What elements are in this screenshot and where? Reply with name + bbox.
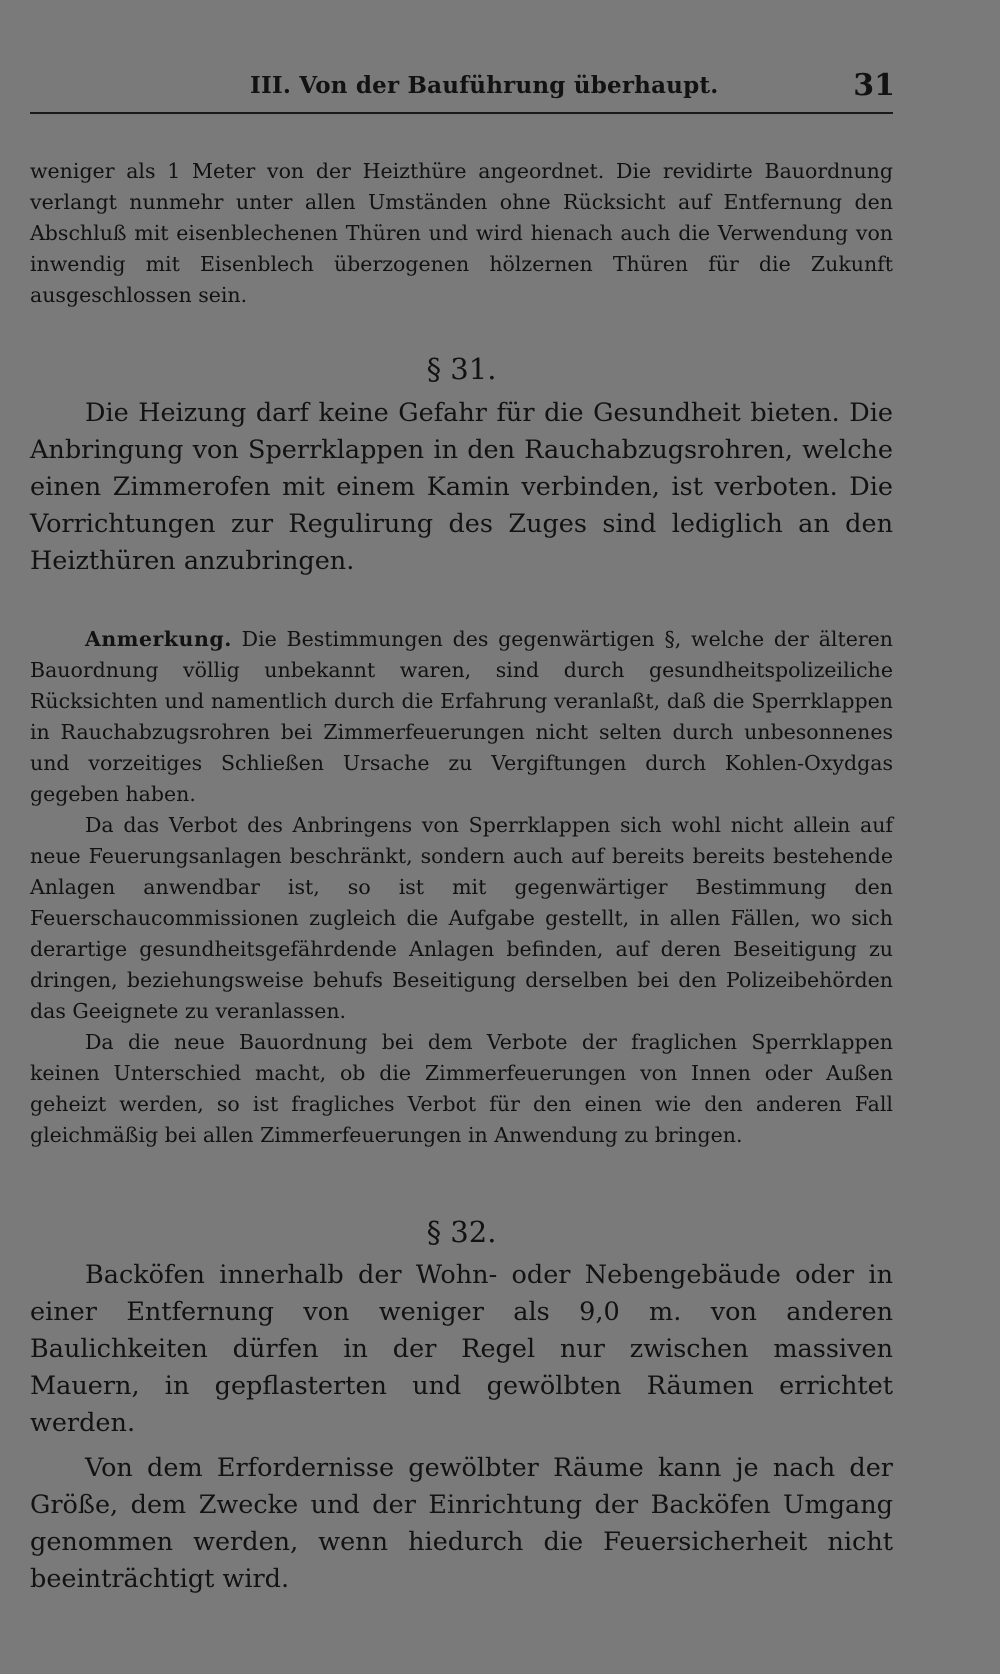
page-number: 31 — [853, 68, 895, 103]
section-32-paragraph-2: Von dem Erfordernisse gewölbter Räume kann je nach der Größe, dem Zwecke und der Einrichtung der Backöfen Umgang genommen werden, wenn hiedurch die Feuersicherheit nicht beeinträchtigt wird. — [30, 1453, 893, 1594]
section-31-heading: § 31. — [426, 352, 497, 386]
annotation-paragraph-1-text: Die Bestimmungen des gegenwärtigen §, welche der älteren Bauordnung völlig unbekannt waren, sind durch gesundheitspolizeiliche Rücksichten und namentlich durch die Erfahrung veranlaßt, daß die Sperrklappen in Rauchabzugsrohren bei Zimmerfeuerungen nicht selten durch unbesonnenes und vorzeitiges Schließen Ursache zu Vergiftungen durch Kohlen-Oxydgas gegeben haben. — [30, 627, 893, 806]
annotation-paragraph-1 — [30, 624, 893, 810]
section-32-paragraph-1: Backöfen innerhalb der Wohn- oder Nebengebäude oder in einer Entfernung von weniger als 9,0 m. von anderen Baulichkeiten dürfen in der Regel nur zwischen massiven Mauern, in gepflasterten und gewölbten Räumen errichtet werden. — [30, 1260, 893, 1438]
intro-paragraph-block — [30, 156, 893, 311]
annotation-label: Anmerkung. — [85, 627, 232, 651]
running-title: III. Von der Bauführung überhaupt. — [250, 72, 719, 99]
page-header — [30, 62, 893, 114]
section-32-block — [30, 1257, 893, 1598]
annotation-paragraph-2: Da das Verbot des Anbringens von Sperrklappen sich wohl nicht allein auf neue Feuerungsanlagen beschränkt, sondern auch auf bereits bereits bestehende Anlagen anwendbar ist, so ist mit gegenwärtiger Bestimmung den Feuerschaucommissionen zugleich die Aufgabe gestellt, in allen Fällen, wo sich derartige gesundheitsgefährdende Anlagen befinden, auf deren Beseitigung zu dringen, beziehungsweise behufs Beseitigung derselben bei den Polizeibehörden das Geeignete zu veranlassen. — [30, 813, 893, 1023]
section-32-heading: § 32. — [426, 1215, 497, 1249]
section-31-text: Die Heizung darf keine Gefahr für die Gesundheit bieten. Die Anbringung von Sperrklappen in den Rauchabzugsrohren, welche einen Zimmerofen mit einem Kamin verbinden, ist verboten. Die Vorrichtungen zur Regulirung des Zuges sind lediglich an den Heizthüren anzubringen. — [30, 398, 893, 576]
section-31-block — [30, 395, 893, 580]
annotation-block — [30, 624, 893, 1151]
intro-paragraph: weniger als 1 Meter von der Heizthüre angeordnet. Die revidirte Bauordnung verlangt nunmehr unter allen Umständen ohne Rücksicht auf Entfernung den Abschluß mit eisenblechenen Thüren und wird hienach auch die Verwendung von inwendig mit Eisenblech überzogenen hölzernen Thüren für die Zukunft ausgeschlossen sein. — [30, 159, 893, 307]
annotation-paragraph-3: Da die neue Bauordnung bei dem Verbote der fraglichen Sperrklappen keinen Unterschied macht, ob die Zimmerfeuerungen von Innen oder Außen geheizt werden, so ist fragliches Verbot für den einen wie den anderen Fall gleichmäßig bei allen Zimmerfeuerungen in Anwendung zu bringen. — [30, 1030, 893, 1147]
